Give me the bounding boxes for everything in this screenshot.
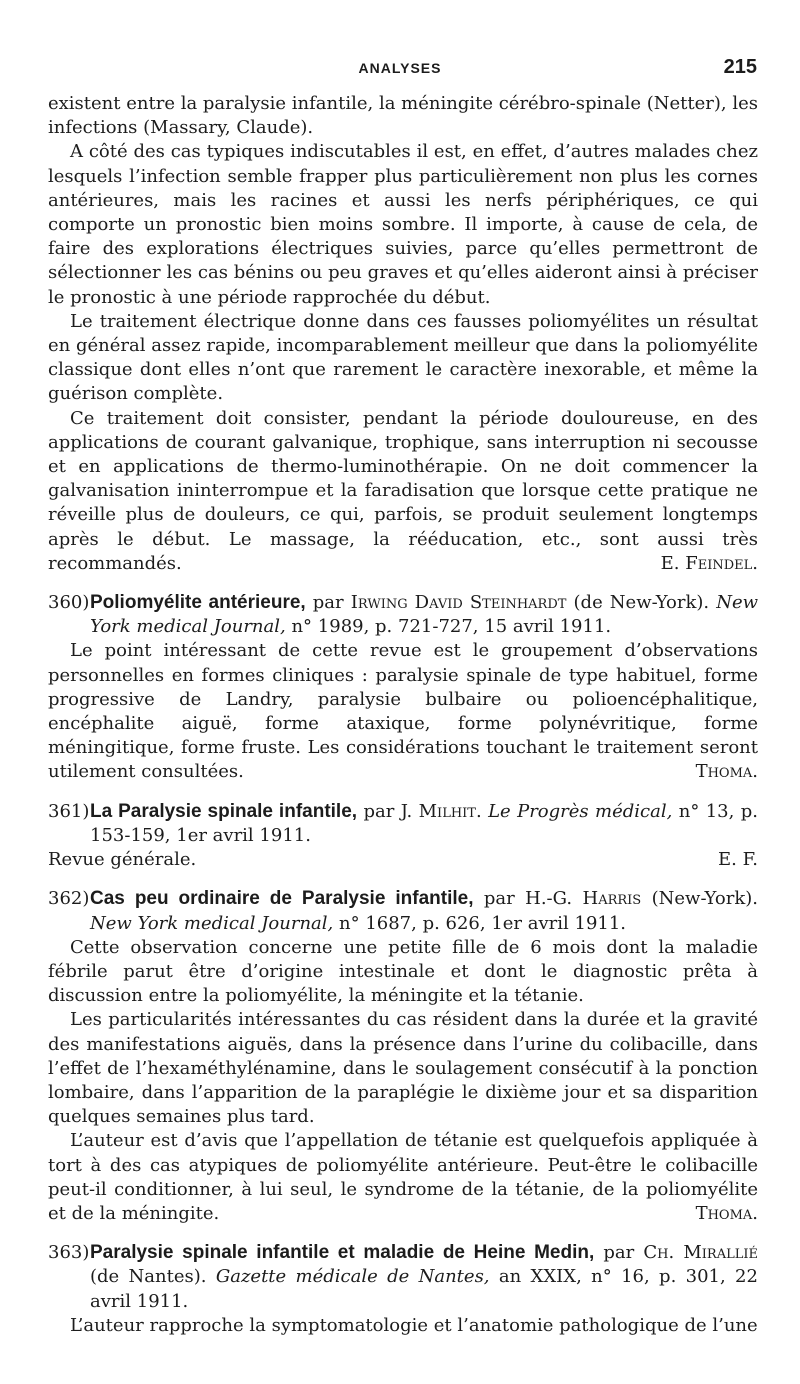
signature: Thoma.: [695, 1202, 758, 1224]
entry-title: Cas peu ordinaire de Paralysie infantile,: [90, 888, 474, 910]
entry-author: J. Milhit.: [400, 800, 482, 822]
author-prefix: par: [483, 888, 515, 910]
entry-heading: [48, 800, 758, 848]
entry-title: Poliomyélite antérieure,: [90, 592, 306, 614]
entry-number: 361): [48, 800, 90, 822]
entry-heading: [48, 1241, 758, 1314]
entry-number: 362): [48, 888, 90, 910]
entry-paragraph: Cette observation concerne une petite fille de 6 mois dont la maladie fébrile parut être d’origine intestinale et dont le diagnostic prêta à discussion entre la poliomyélite, la méningite et la tétanie.: [48, 936, 758, 1007]
author-suffix: (de New-York).: [573, 592, 710, 614]
citation: n° 13, p. 153-159, 1er avril 1911.: [90, 800, 758, 846]
entry-number: 360): [48, 592, 90, 614]
entry-paragraph-text: L’auteur est d’avis que l’appellation de tétanie est quelquefois appliquée à tort à des cas atypiques de poliomyélite antérieure. Peut-être le colibacille peut-il conditionner, à lui seul, le syndrome de la tétanie, de la poliomyélite et de la méningite.: [48, 1130, 758, 1224]
abstract-entry: [48, 800, 758, 873]
entry-paragraph: L’auteur rapproche la symptomatologie et l’anatomie pathologique de l’une: [70, 1314, 758, 1336]
author-prefix: par: [603, 1242, 635, 1264]
entry-author: Ch. Mirallié: [643, 1242, 758, 1264]
author-suffix: (de Nantes).: [90, 1266, 207, 1288]
entry-author: H.-G. Harris: [525, 888, 642, 910]
abstract-entry: [48, 887, 758, 1226]
citation: an XXIX, n° 16, p. 301, 22 avril 1911.: [90, 1266, 758, 1312]
author-suffix: (New-York).: [651, 888, 758, 910]
page-number: 215: [723, 56, 757, 78]
page-header: [0, 55, 800, 83]
entry-author: Irwing David Steinhardt: [350, 592, 567, 614]
entry-title: La Paralysie spinale infantile,: [90, 800, 358, 822]
author-prefix: par: [363, 800, 395, 822]
abstract-entry: [48, 1241, 758, 1338]
entry-paragraph: [48, 639, 758, 784]
entry-paragraph-text: Revue générale.: [48, 849, 197, 871]
journal-name: New York medical Journal,: [90, 592, 759, 638]
page-body: [48, 92, 758, 1338]
running-head: ANALYSES: [358, 60, 442, 76]
signature: E. F.: [718, 849, 758, 871]
journal-name: Gazette médicale de Nantes,: [215, 1266, 490, 1288]
author-prefix: par: [312, 592, 344, 614]
entry-paragraph: [48, 848, 758, 872]
intro-paragraph: existent entre la paralysie infantile, la méningite cérébro-spinale (Netter), les infections (Massary, Claude).: [48, 93, 758, 139]
citation: n° 1687, p. 626, 1er avril 1911.: [339, 912, 627, 934]
signature: E. Feindel.: [660, 552, 758, 574]
entry-paragraph: Les particularités intéressantes du cas résident dans la durée et la gravité des manifestations aiguës, dans la présence dans l’urine du colibacille, dans l’effet de l’hexaméthylénamine, dans le soulagement consécutif à la ponction lombaire, dans l’apparition de la paraplégie le dixième jour et sa disparition quelques semaines plus tard.: [48, 1009, 758, 1128]
entry-paragraph: [48, 1129, 758, 1226]
entry-number: 363): [48, 1242, 90, 1264]
abstract-entry: [48, 591, 758, 785]
signature: Thoma.: [695, 761, 758, 783]
entry-heading: [48, 591, 758, 639]
journal-name: New York medical Journal,: [90, 912, 334, 934]
citation: n° 1989, p. 721-727, 15 avril 1911.: [291, 616, 612, 638]
intro-paragraph: A côté des cas typiques indiscutables il est, en effet, d’autres malades chez lesquels l’infection semble frapper plus particulièrement non plus les cornes antérieures, mais les racines et aussi les nerfs périphériques, ce qui comporte un pronostic bien moins sombre. Il importe, à cause de cela, de faire des explorations électriques suivies, parce qu’elles permettront de sélectionner les cas bénins ou peu graves et qu’elles aideront ainsi à préciser le pronostic à une période rapprochée du début.: [48, 141, 758, 308]
intro-paragraph: Le traitement électrique donne dans ces fausses poliomyélites un résultat en général assez rapide, incomparablement meilleur que dans la poliomyélite classique dont elles n’ont que rarement le caractère inexorable, et même la guérison complète.: [48, 310, 758, 405]
intro-paragraph: [48, 407, 758, 576]
entry-paragraph-text: Le point intéressant de cette revue est le groupement d’observations personnelles en formes cliniques : paralysie spinale de type habituel, forme progressive de Landry, paralysie bulbaire ou polioencéphalitique, encéphalite aiguë, forme ataxique, forme polynévritique, forme méningitique, forme fruste. Les considérations touchant le traitement seront utilement consultées.: [48, 640, 758, 783]
journal-name: Le Progrès médical,: [488, 800, 673, 822]
intro-paragraph-text: Ce traitement doit consister, pendant la période douloureuse, en des applications de courant galvanique, trophique, sans interruption ni secousse et en applications de thermo-luminothérapie. On ne doit commencer la galvanisation ininterrompue et la faradisation que lorsque cette pratique ne réveille plus de douleurs, ce qui, parfois, se produit seulement longtemps après le début. Le massage, la rééducation, etc., sont aussi très recommandés.: [48, 407, 758, 574]
entry-heading: [48, 887, 758, 935]
entry-title: Paralysie spinale infantile et maladie de Heine Medin,: [90, 1242, 595, 1264]
